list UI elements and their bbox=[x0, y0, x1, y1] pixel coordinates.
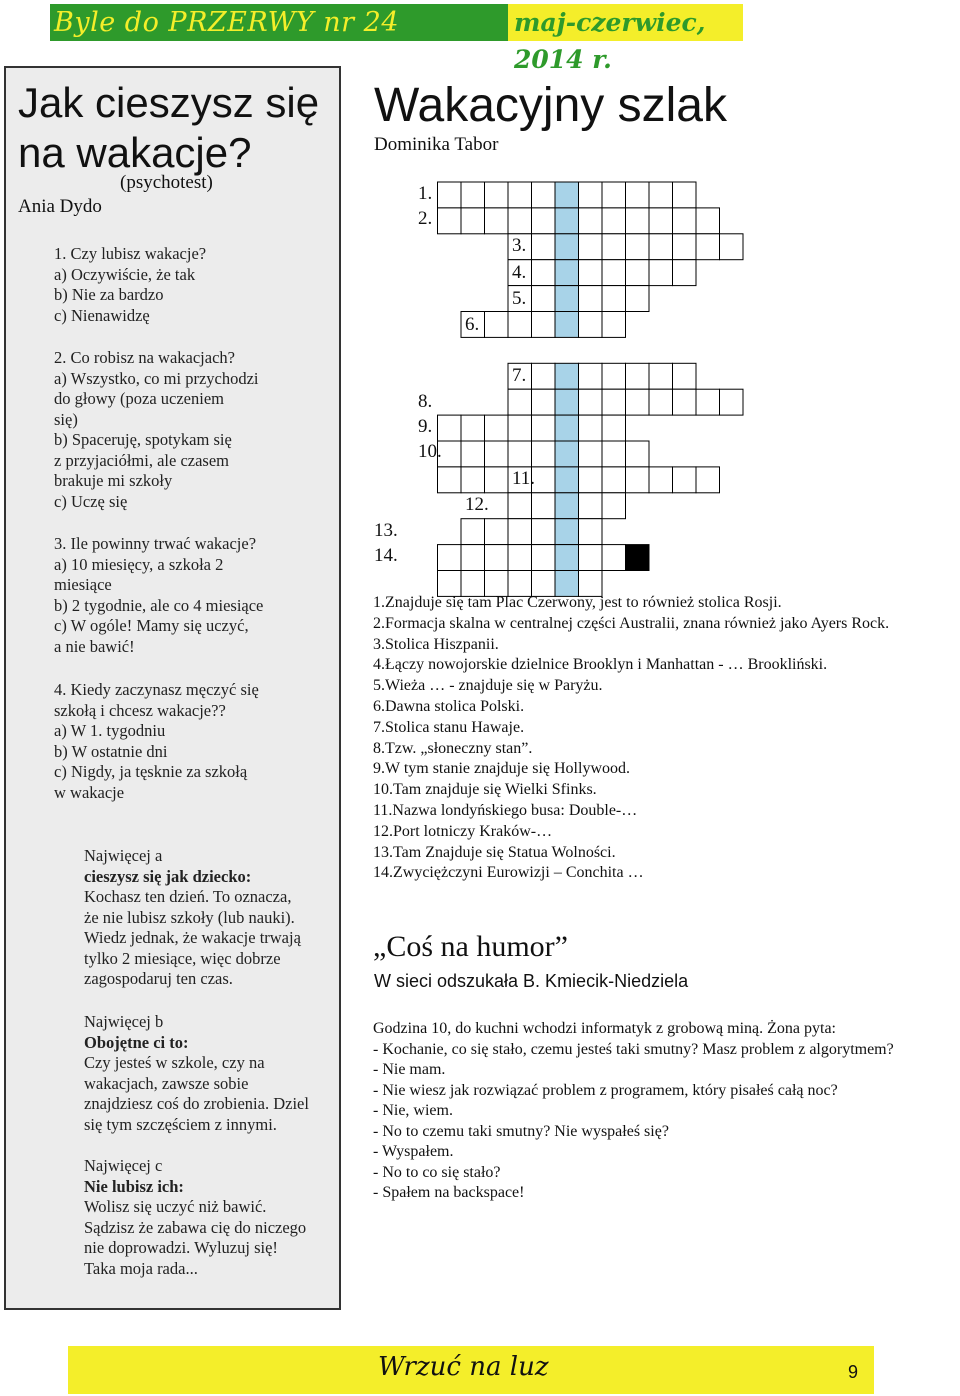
crossword-number-3: 3. bbox=[512, 235, 527, 256]
crossword-cell[interactable] bbox=[532, 415, 556, 441]
crossword-cell[interactable] bbox=[485, 182, 509, 208]
crossword-cell[interactable] bbox=[485, 467, 509, 493]
crossword-cell[interactable] bbox=[555, 493, 579, 519]
crossword-author: Dominika Tabor bbox=[374, 134, 499, 155]
crossword-number-7: 7. bbox=[512, 365, 527, 386]
crossword-cell[interactable] bbox=[532, 260, 556, 286]
crossword-cell[interactable] bbox=[626, 363, 650, 389]
crossword-cell[interactable] bbox=[485, 312, 509, 338]
crossword-cell[interactable] bbox=[508, 182, 532, 208]
crossword-cell[interactable] bbox=[673, 260, 697, 286]
crossword-cell[interactable] bbox=[696, 234, 720, 260]
crossword-cell[interactable] bbox=[532, 545, 556, 571]
crossword-cell[interactable] bbox=[602, 493, 626, 519]
crossword-cell[interactable] bbox=[508, 389, 532, 415]
crossword-number-11: 11. bbox=[512, 468, 536, 489]
crossword-cell[interactable] bbox=[508, 519, 532, 545]
crossword-cell[interactable] bbox=[555, 519, 579, 545]
crossword-cell[interactable] bbox=[626, 467, 650, 493]
crossword-cell[interactable] bbox=[602, 415, 626, 441]
crossword-cell[interactable] bbox=[532, 363, 556, 389]
crossword-cell[interactable] bbox=[649, 234, 673, 260]
crossword-cell[interactable] bbox=[602, 467, 626, 493]
crossword-cell[interactable] bbox=[602, 286, 626, 312]
crossword-cell[interactable] bbox=[508, 493, 532, 519]
crossword-cell[interactable] bbox=[461, 415, 485, 441]
crossword-cell[interactable] bbox=[555, 441, 579, 467]
crossword-cell[interactable] bbox=[696, 467, 720, 493]
issue-date: maj-czerwiec, 2014 r. bbox=[508, 4, 743, 41]
crossword-cell[interactable] bbox=[649, 182, 673, 208]
crossword-cell[interactable] bbox=[485, 441, 509, 467]
crossword-cell[interactable] bbox=[649, 389, 673, 415]
psychotest-title: Jak cieszysz się na wakacje? bbox=[18, 79, 320, 176]
crossword-number-13: 13. bbox=[374, 520, 398, 541]
crossword-cell[interactable] bbox=[532, 493, 556, 519]
crossword-cell[interactable] bbox=[555, 208, 579, 234]
crossword-cell[interactable] bbox=[555, 467, 579, 493]
footer-bar bbox=[68, 1346, 874, 1394]
question-3: 3. Ile powinny trwać wakacje? a) 10 miesięcy, a szkoła 2 miesiące b) 2 tygodnie, ale co 4 miesiące c) W ogóle! Mamy się uczyć, a nie bawić! bbox=[54, 534, 264, 656]
crossword-cell[interactable] bbox=[602, 441, 626, 467]
crossword-cell[interactable] bbox=[508, 312, 532, 338]
crossword-number-1: 1. bbox=[418, 183, 433, 204]
crossword-cell[interactable] bbox=[673, 467, 697, 493]
crossword-clues: 1.Znajduje się tam Plac Czerwony, jest to również stolica Rosji. 2.Formacja skalna w centralnej części Australii, znana również jako Ayers Rock. 3.Stolica Hiszpanii. 4.Łączy nowojorskie dzielnice Brooklyn i Manhattan - … Brookliński. 5.Wieża … - znajduje się w Paryżu. 6.Dawna stolica Polski. 7.Stolica stanu Hawaje. 8.Tzw. „słoneczny stan”. 9.W tym stanie znajduje się Hollywood. 10.Tam znajduje się Wielki Sfinks. 11.Nazwa londyńskiego busa: Double-… 12.Port lotniczy Kraków-… 13.Tam Znajduje się Statua Wolności. 14.Zwyciężczyni Eurowizji – Conchita … bbox=[373, 594, 890, 882]
crossword-number-14: 14. bbox=[374, 545, 398, 566]
crossword-cell[interactable] bbox=[555, 286, 579, 312]
crossword-cell[interactable] bbox=[602, 260, 626, 286]
crossword-cell[interactable] bbox=[461, 182, 485, 208]
crossword-cell[interactable] bbox=[508, 415, 532, 441]
crossword-cell[interactable] bbox=[579, 363, 603, 389]
crossword-cell[interactable] bbox=[673, 363, 697, 389]
page-number: 9 bbox=[848, 1362, 859, 1382]
crossword-cell[interactable] bbox=[438, 415, 462, 441]
crossword-cell[interactable] bbox=[438, 208, 462, 234]
crossword-cell[interactable] bbox=[579, 260, 603, 286]
crossword-cell[interactable] bbox=[602, 389, 626, 415]
crossword-cell[interactable] bbox=[673, 208, 697, 234]
crossword-cell[interactable] bbox=[602, 545, 626, 571]
crossword-cell[interactable] bbox=[485, 545, 509, 571]
crossword-number-6: 6. bbox=[465, 314, 480, 335]
crossword-cell[interactable] bbox=[555, 182, 579, 208]
crossword-cell[interactable] bbox=[673, 182, 697, 208]
crossword-cell[interactable] bbox=[555, 312, 579, 338]
crossword-cell[interactable] bbox=[508, 545, 532, 571]
crossword-number-12: 12. bbox=[465, 494, 489, 515]
crossword-cell[interactable] bbox=[532, 286, 556, 312]
crossword-cell[interactable] bbox=[579, 286, 603, 312]
crossword-cell[interactable] bbox=[602, 234, 626, 260]
crossword-cell[interactable] bbox=[626, 208, 650, 234]
crossword-cell[interactable] bbox=[579, 441, 603, 467]
crossword-number-8: 8. bbox=[418, 391, 433, 412]
crossword-cell[interactable] bbox=[626, 260, 650, 286]
question-4: 4. Kiedy zaczynasz męczyć się szkołą i chcesz wakacje?? a) W 1. tygodniu b) W ostatnie dni c) Nigdy, ja tęsknie za szkołą w wakacje bbox=[54, 680, 259, 802]
crossword-cell[interactable] bbox=[720, 389, 744, 415]
crossword-cell[interactable] bbox=[649, 208, 673, 234]
crossword-cell[interactable] bbox=[673, 234, 697, 260]
crossword-cell[interactable] bbox=[626, 545, 650, 571]
result-c: Najwięcej c Nie lubisz ich: Wolisz się uczyć niż bawić. Sądzisz że zabawa cię do niczego nie doprowadzi. Wyluzuj się! Taka moja rada... bbox=[84, 1156, 307, 1278]
crossword-cell[interactable] bbox=[532, 519, 556, 545]
crossword-number-10: 10. bbox=[418, 441, 442, 462]
psychotest-subtitle: (psychotest) bbox=[120, 172, 213, 193]
crossword-cell[interactable] bbox=[461, 519, 485, 545]
crossword-cell[interactable] bbox=[720, 234, 744, 260]
crossword-cell[interactable] bbox=[532, 441, 556, 467]
crossword-number-2: 2. bbox=[418, 208, 433, 229]
crossword-cell[interactable] bbox=[626, 182, 650, 208]
crossword-cell[interactable] bbox=[532, 234, 556, 260]
crossword-cell[interactable] bbox=[461, 208, 485, 234]
crossword-cell[interactable] bbox=[508, 441, 532, 467]
crossword-cell[interactable] bbox=[579, 208, 603, 234]
crossword-cell[interactable] bbox=[579, 545, 603, 571]
result-a: Najwięcej a cieszysz się jak dziecko: Kochasz ten dzień. To oznacza, że nie lubisz szkoły (lub nauki). Wiedz jednak, że wakacje trwają tylko 2 miesiące, więc dobrze zagospodaruj ten czas. bbox=[84, 846, 301, 988]
crossword-cell[interactable] bbox=[602, 363, 626, 389]
question-2: 2. Co robisz na wakacjach? a) Wszystko, co mi przychodzi do głowy (poza uczeniem się) b) Spaceruję, spotykam się z przyjaciółmi, ale czasem brakuje mi szkoły c) Uczę się bbox=[54, 348, 259, 511]
crossword-cell[interactable] bbox=[532, 182, 556, 208]
crossword-cell[interactable] bbox=[438, 545, 462, 571]
crossword-cell[interactable] bbox=[602, 182, 626, 208]
humor-joke: Godzina 10, do kuchni wchodzi informatyk z grobową miną. Żona pyta: - Kochanie, co się stało, czemu jesteś taki smutny? Masz problem z algorytmem? - Nie mam. - Nie wiesz jak rozwiązać problem z programem, który pisałeś całą noc? - Nie, wiem. - No to czemu taki smutny? Nie wyspałeś się? - Wyspałem. - No to co się stało? - Spałem na backspace! bbox=[373, 1020, 894, 1201]
crossword-cell[interactable] bbox=[485, 415, 509, 441]
crossword-cell[interactable] bbox=[579, 493, 603, 519]
result-b: Najwięcej b Obojętne ci to: Czy jesteś w szkole, czy na wakacjach, zawsze sobie znajdziesz coś do zrobienia. Dziel się tym szczęściem z innymi. bbox=[84, 1012, 309, 1134]
crossword-cell[interactable] bbox=[555, 363, 579, 389]
psychotest-author: Ania Dydo bbox=[18, 196, 102, 217]
crossword-cell[interactable] bbox=[579, 234, 603, 260]
crossword-cell[interactable] bbox=[555, 389, 579, 415]
crossword-cell[interactable] bbox=[649, 467, 673, 493]
crossword-cell[interactable] bbox=[696, 389, 720, 415]
crossword-cell[interactable] bbox=[579, 389, 603, 415]
crossword-cell[interactable] bbox=[438, 182, 462, 208]
crossword-cell[interactable] bbox=[555, 415, 579, 441]
crossword-title: Wakacyjny szlak bbox=[374, 79, 727, 132]
crossword-number-4: 4. bbox=[512, 262, 527, 283]
crossword-cell[interactable] bbox=[532, 312, 556, 338]
magazine-title: Byle do PRZERWY nr 24 bbox=[54, 7, 400, 38]
crossword-cell[interactable] bbox=[602, 312, 626, 338]
crossword-cell[interactable] bbox=[555, 260, 579, 286]
humor-title: „Coś na humor” bbox=[373, 930, 568, 963]
crossword-cell[interactable] bbox=[649, 363, 673, 389]
crossword-cell[interactable] bbox=[626, 389, 650, 415]
crossword-cell[interactable] bbox=[485, 208, 509, 234]
footer-text: Wrzuć na luz bbox=[378, 1352, 549, 1382]
crossword-cell[interactable] bbox=[579, 519, 603, 545]
crossword-cell[interactable] bbox=[579, 182, 603, 208]
crossword-cell[interactable] bbox=[508, 208, 532, 234]
crossword-cell[interactable] bbox=[461, 441, 485, 467]
crossword-cell[interactable] bbox=[626, 286, 650, 312]
crossword-cell[interactable] bbox=[696, 208, 720, 234]
crossword-cell[interactable] bbox=[579, 467, 603, 493]
crossword-cell[interactable] bbox=[649, 260, 673, 286]
question-1: 1. Czy lubisz wakacje? a) Oczywiście, że tak b) Nie za bardzo c) Nienawidzę bbox=[54, 244, 207, 325]
crossword-cell[interactable] bbox=[555, 545, 579, 571]
crossword-cell[interactable] bbox=[673, 389, 697, 415]
crossword-cell[interactable] bbox=[485, 519, 509, 545]
crossword-cell[interactable] bbox=[461, 467, 485, 493]
crossword-cell[interactable] bbox=[626, 234, 650, 260]
crossword-cell[interactable] bbox=[532, 208, 556, 234]
humor-author: W sieci odszukała B. Kmiecik-Niedziela bbox=[374, 971, 689, 991]
crossword-cell[interactable] bbox=[555, 234, 579, 260]
crossword-cell[interactable] bbox=[579, 415, 603, 441]
crossword-cell[interactable] bbox=[532, 389, 556, 415]
crossword-cell[interactable] bbox=[626, 441, 650, 467]
crossword-cell[interactable] bbox=[438, 467, 462, 493]
crossword-number-9: 9. bbox=[418, 416, 433, 437]
crossword-cell[interactable] bbox=[602, 208, 626, 234]
crossword-number-5: 5. bbox=[512, 288, 527, 309]
crossword-cell[interactable] bbox=[579, 312, 603, 338]
crossword-cell[interactable] bbox=[461, 545, 485, 571]
